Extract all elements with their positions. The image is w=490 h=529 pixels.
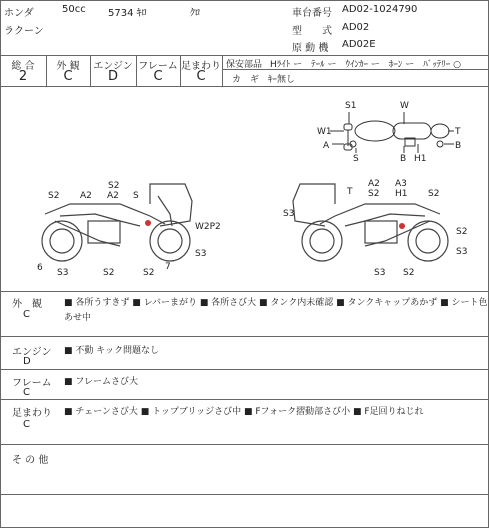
section-frame-name: フレーム [12, 378, 52, 389]
label-right-S2-b: S2 [428, 189, 440, 199]
engine-label: 原 動 機 [292, 43, 329, 54]
type-value: AD02 [342, 22, 370, 33]
label-right-A3: A3 [395, 179, 407, 189]
section-suspension-name: 足まわり [12, 408, 52, 419]
displacement: 50cc [62, 4, 86, 15]
grade-header-exterior: 外 観 [56, 61, 80, 72]
label-right-S3-c: S3 [374, 268, 386, 278]
color: ｸﾛ [190, 8, 200, 19]
grade-header-engine: エンジン [93, 61, 133, 72]
grade-exterior: C [63, 69, 73, 84]
frame-no: AD02-1024790 [342, 4, 418, 15]
label-S: S [353, 154, 359, 164]
grade-engine: D [107, 69, 118, 84]
label-right-H1: H1 [395, 189, 408, 199]
mileage: 5734 ｷﾛ [108, 8, 147, 19]
safety-label: 保安部品 [226, 60, 263, 70]
label-T: T [455, 127, 461, 137]
label-B2: B [400, 154, 407, 164]
label-left-S3-a: S3 [195, 249, 207, 259]
grade-overall: 2 [18, 69, 28, 84]
label-right-T: T [347, 187, 353, 197]
label-B: B [455, 141, 462, 151]
label-left-S: S [133, 191, 139, 201]
maker: ホンダ [4, 8, 34, 19]
section-exterior-grade: C [23, 309, 30, 320]
label-left-A2-b: A2 [107, 191, 119, 201]
damage-diagram [0, 86, 489, 291]
section-engine-name: エンジン [12, 347, 52, 358]
label-right-S2-a: S2 [368, 189, 380, 199]
label-W1: W1 [317, 127, 332, 137]
label-left-S2-b: S2 [108, 181, 120, 191]
label-right-S3-b: S3 [456, 247, 468, 257]
section-engine-notes: ■ 不動 キック問題なし [64, 346, 160, 356]
section-engine-grade: D [23, 356, 31, 367]
label-right-S3-a: S3 [283, 209, 295, 219]
frame-no-label: 車台番号 [292, 8, 332, 19]
grade-header-suspension: 足まわり [181, 61, 221, 72]
section-suspension-notes: ■ チェーンさび大 ■ トップブリッジさび中 ■ Fフォーク摺動部さび小 ■ F足回りねじれ [64, 407, 424, 417]
label-left-S2-a: S2 [48, 191, 60, 201]
label-left-S2-c: S2 [103, 268, 115, 278]
damage-mark-right [399, 223, 405, 229]
type-label: 型 式 [292, 26, 332, 37]
grade-header-overall: 総 合 [11, 61, 35, 72]
label-left-A2-a: A2 [80, 191, 92, 201]
section-frame-notes: ■ フレームさび大 [64, 377, 139, 387]
section-exterior-name: 外 観 [12, 299, 42, 310]
engine-value: AD02E [342, 39, 376, 50]
section-other-name: そ の 他 [12, 455, 49, 466]
grade-frame: C [153, 69, 163, 84]
section-frame-grade: C [23, 387, 30, 398]
label-W: W [400, 101, 409, 111]
label-A: A [323, 141, 330, 151]
section-exterior-notes2: あせ中 [64, 313, 92, 323]
label-right-S2-d: S2 [403, 268, 415, 278]
grade-header-frame: フレーム [138, 61, 178, 72]
label-left-7: 7 [165, 262, 171, 272]
safety-row2: カ ギ ｷｰ無し [232, 75, 296, 85]
section-suspension-grade: C [23, 419, 30, 430]
label-left-S2-d: S2 [143, 268, 155, 278]
label-left-W2P2: W2P2 [195, 222, 221, 232]
top-view-bike [344, 121, 449, 150]
safety-row1: Hﾗｲﾄ ー ﾃｰﾙ ー ｳｲﾝｶｰ ー ﾎｰﾝ ー ﾊﾞｯﾃﾘｰ ○ [270, 60, 461, 70]
grade-suspension: C [196, 69, 206, 84]
label-right-A2: A2 [368, 179, 380, 189]
label-left-S3-b: S3 [57, 268, 69, 278]
damage-mark-left [145, 220, 151, 226]
label-H1: H1 [414, 154, 427, 164]
label-right-S2-c: S2 [456, 227, 468, 237]
label-S1: S1 [345, 101, 357, 111]
model-name: ラクーン [4, 26, 44, 37]
section-exterior-notes: ■ 各所うすきず ■ レバーまがり ■ 各所さび大 ■ タンク内未確認 ■ タンクキャップあかず ■ シート色 [64, 298, 488, 308]
label-left-6: 6 [37, 263, 43, 273]
